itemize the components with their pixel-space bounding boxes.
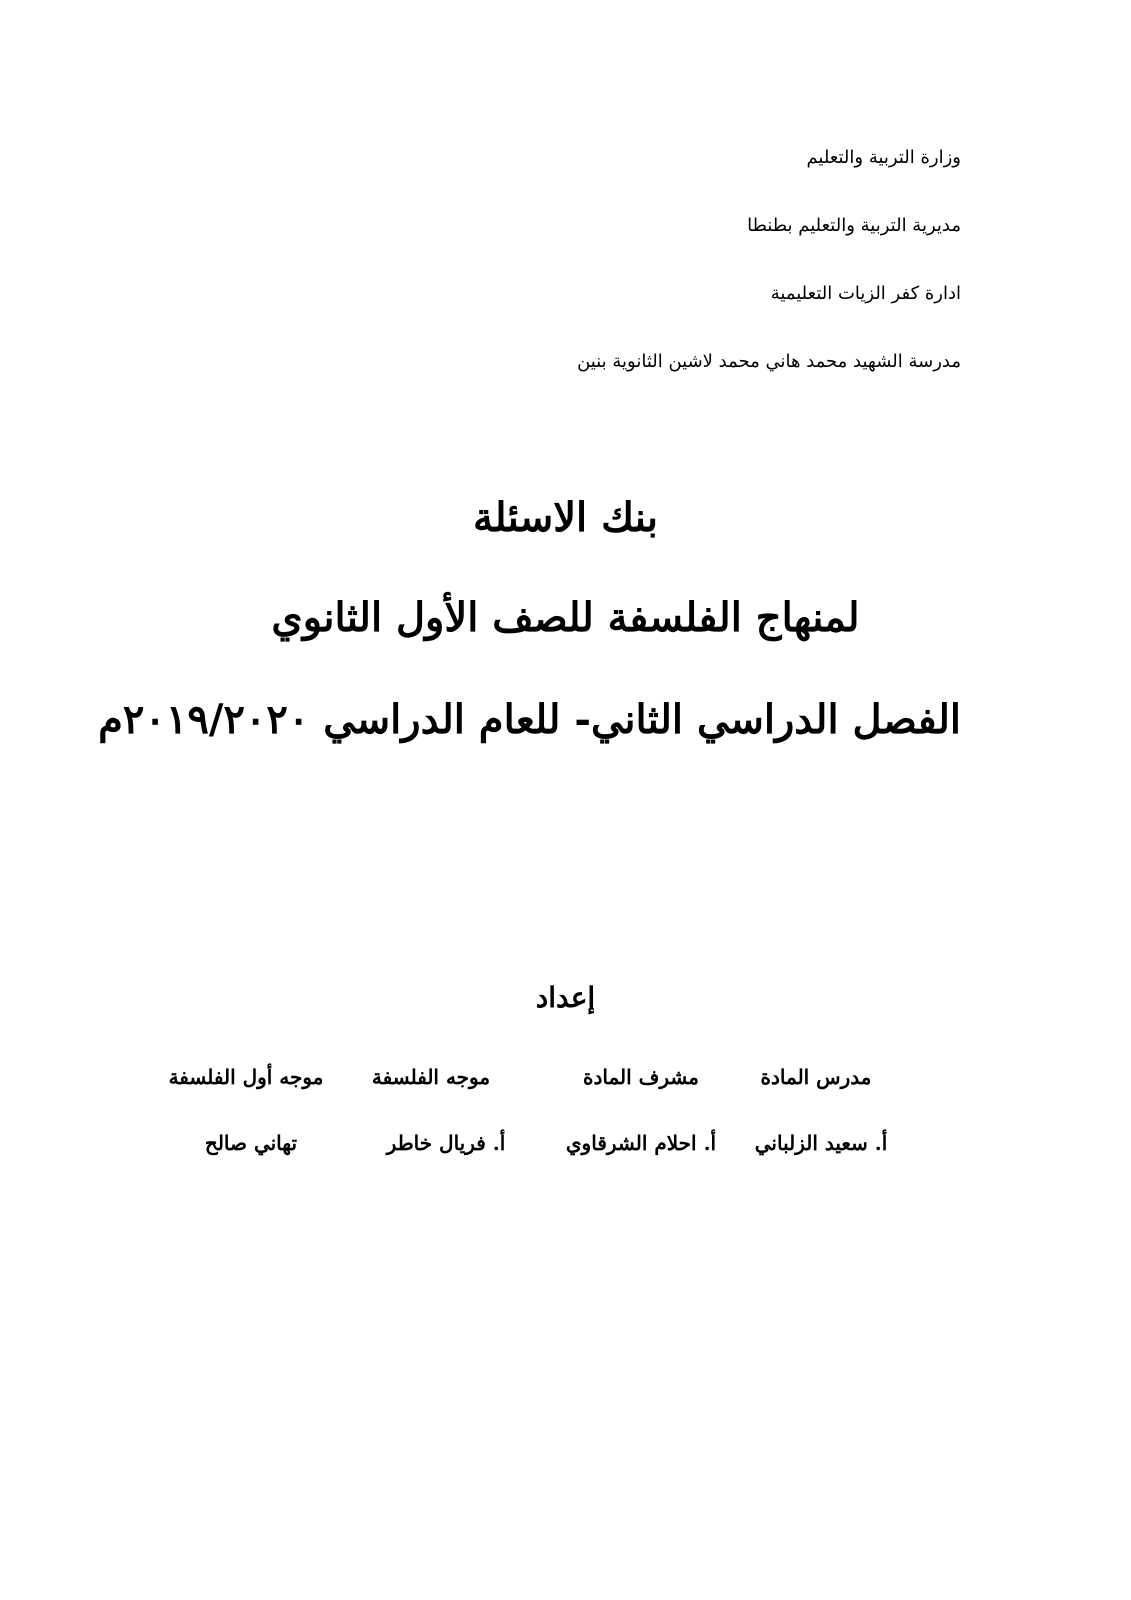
person-supervisor: أ. احلام الشرقاوي [565, 1131, 717, 1155]
school-line: مدرسة الشهيد محمد هاني محمد لاشين الثانوية بنين [577, 351, 961, 372]
term-subtitle: الفصل الدراسي الثاني- للعام الدراسي ٢٠١٩/٢٠٢٠م [98, 696, 961, 743]
role-senior-philosophy-inspector: موجه أول الفلسفة [168, 1065, 324, 1089]
role-philosophy-inspector: موجه الفلسفة [371, 1065, 491, 1089]
ministry-line: وزارة التربية والتعليم [806, 147, 961, 168]
person-teacher: أ. سعيد الزلباني [754, 1131, 888, 1155]
administration-line: ادارة كفر الزيات التعليمية [770, 283, 961, 304]
role-subject-supervisor: مشرف المادة [583, 1065, 699, 1089]
role-subject-teacher: مدرس المادة [760, 1065, 872, 1089]
person-senior-inspector: تهاني صالح [204, 1131, 298, 1155]
person-inspector: أ. فريال خاطر [386, 1131, 506, 1155]
curriculum-subtitle: لمنهاج الفلسفة للصف الأول الثانوي [271, 594, 860, 641]
directorate-line: مديرية التربية والتعليم بطنطا [747, 215, 961, 236]
document-title: بنك الاسئلة [472, 494, 659, 541]
prepared-by-label: إعداد [535, 981, 596, 1014]
